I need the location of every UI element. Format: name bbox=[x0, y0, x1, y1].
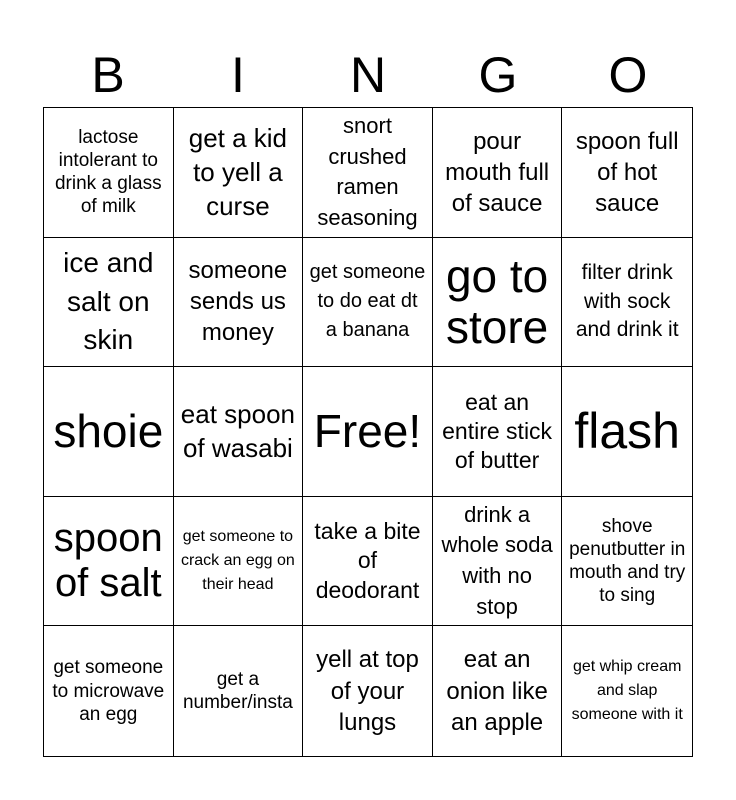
bingo-cell: shove penutbutter in mouth and try to sing bbox=[562, 497, 692, 627]
bingo-cell: get whip cream and slap someone with it bbox=[571, 658, 683, 724]
bingo-cell: someone sends us money bbox=[174, 238, 304, 368]
bingo-cell: eat an entire stick of butter bbox=[433, 367, 563, 497]
header-letter-o: O bbox=[608, 47, 648, 103]
bingo-cell: eat an onion like an apple bbox=[433, 626, 563, 756]
bingo-cell: get a number/insta bbox=[174, 626, 304, 756]
header-letter-i: I bbox=[231, 47, 245, 103]
bingo-cell: shoie bbox=[44, 367, 174, 497]
bingo-header bbox=[43, 44, 693, 106]
bingo-cell: filter drink with sock and drink it bbox=[562, 238, 692, 368]
bingo-cell: get someone to crack an egg on their head bbox=[174, 497, 304, 627]
bingo-cell: snort crushed ramen seasoning bbox=[303, 108, 433, 238]
bingo-cell: spoon full of hot sauce bbox=[562, 108, 692, 238]
bingo-cell: get a kid to yell a curse bbox=[174, 108, 304, 238]
bingo-cell: pour mouth full of sauce bbox=[433, 108, 563, 238]
header-letter-g: G bbox=[478, 47, 518, 103]
bingo-cell: flash bbox=[562, 367, 692, 497]
bingo-cell: get someone to microwave an egg bbox=[44, 626, 174, 756]
bingo-cell: lactose intolerant to drink a glass of milk bbox=[44, 108, 174, 238]
bingo-cell: take a bite of deodorant bbox=[303, 497, 433, 627]
bingo-cell: eat spoon of wasabi bbox=[174, 367, 304, 497]
header-letter-n: N bbox=[349, 47, 387, 103]
header-letter-b: B bbox=[91, 47, 125, 103]
bingo-cell: Free! bbox=[303, 367, 433, 497]
bingo-cell: ice and salt on skin bbox=[44, 238, 174, 368]
bingo-cell: spoon of salt bbox=[44, 497, 174, 627]
bingo-cell: drink a whole soda with no stop bbox=[433, 497, 563, 627]
bingo-cell: get someone to do eat dt a banana bbox=[303, 238, 433, 368]
bingo-cell: go to store bbox=[433, 238, 563, 368]
bingo-cell: yell at top of your lungs bbox=[303, 626, 433, 756]
bingo-board bbox=[43, 107, 693, 757]
